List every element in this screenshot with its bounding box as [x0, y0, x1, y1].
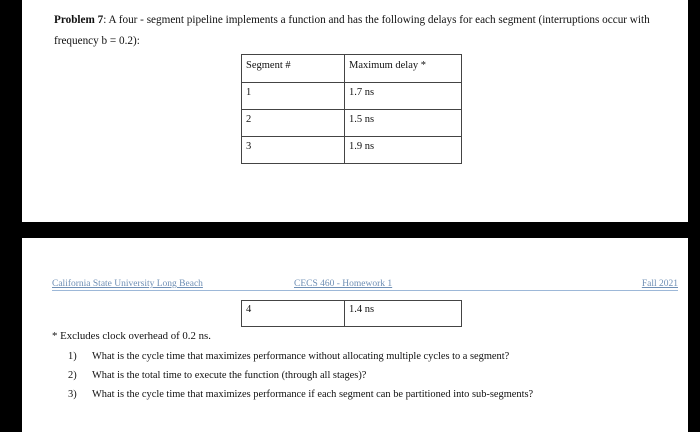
- footer-university: California State University Long Beach: [52, 279, 203, 289]
- page-bottom: [22, 238, 688, 432]
- list-item: [68, 366, 533, 385]
- delay-cell: 1.5 ns: [345, 110, 462, 137]
- question-number: 1): [68, 351, 77, 362]
- problem-statement: [54, 10, 674, 52]
- segment-cell: 1: [242, 83, 345, 110]
- table-row: [242, 83, 462, 110]
- delay-table-continued: [241, 300, 462, 327]
- question-number: 3): [68, 389, 77, 400]
- problem-label: Problem 7: [54, 14, 104, 26]
- table-row: [242, 137, 462, 164]
- list-item: [68, 347, 533, 366]
- delay-cell: 1.9 ns: [345, 137, 462, 164]
- segment-cell: 4: [242, 301, 345, 327]
- delay-cell: 1.4 ns: [345, 301, 462, 327]
- footnote: * Excludes clock overhead of 0.2 ns.: [52, 330, 211, 342]
- segment-cell: 2: [242, 110, 345, 137]
- footer-course: CECS 460 - Homework 1: [294, 279, 393, 289]
- question-number: 2): [68, 370, 77, 381]
- problem-text: : A four - segment pipeline implements a function and has the following delays for each segment (interruptions occur with frequency b = 0.2):: [54, 14, 650, 47]
- header-maximum-delay: Maximum delay *: [345, 55, 462, 83]
- footer-term: Fall 2021: [641, 279, 678, 289]
- question-text: What is the total time to execute the function (through all stages)?: [92, 370, 367, 381]
- question-text: What is the cycle time that maximizes performance if each segment can be partitioned into sub-segments?: [92, 389, 534, 400]
- delay-cell: 1.7 ns: [345, 83, 462, 110]
- page-top: [22, 0, 688, 222]
- page-footer: [52, 280, 678, 291]
- segment-cell: 3: [242, 137, 345, 164]
- table-header-row: [242, 55, 462, 83]
- table-row: [242, 110, 462, 137]
- table-row: [242, 301, 462, 327]
- list-item: [68, 385, 533, 404]
- question-list: [68, 347, 533, 404]
- question-text: What is the cycle time that maximizes performance without allocating multiple cycles to a segment?: [92, 351, 510, 362]
- header-segment: Segment #: [242, 55, 345, 83]
- delay-table: [241, 54, 462, 164]
